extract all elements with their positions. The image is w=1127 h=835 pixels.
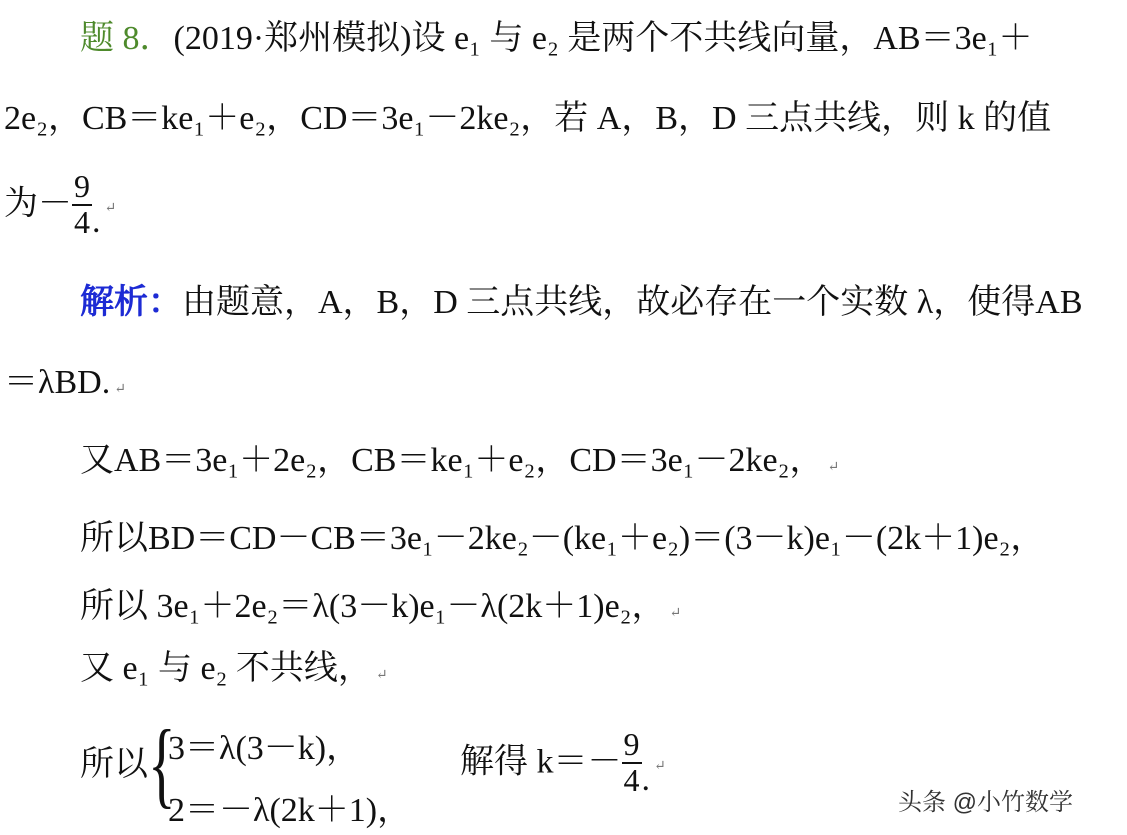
- solution-line-5: [80, 590, 681, 624]
- solution-line-4: [80, 522, 1044, 556]
- solution-line-7-prefix: [80, 748, 148, 782]
- fraction-denominator: 4: [623, 761, 640, 798]
- solution-text-4: 所以BD＝CD－CB＝3e₁－2ke₂－(ke₁＋e₂)＝(3－k)e₁－(2k＋1)e₂，: [80, 520, 1045, 557]
- problem-line-1: [80, 22, 1033, 56]
- paragraph-mark: ↵: [375, 668, 388, 683]
- paragraph-mark: ↵: [654, 759, 666, 775]
- problem-answer-suffix: .: [92, 203, 101, 241]
- problem-answer-prefix: 为－: [4, 185, 72, 223]
- left-brace: {: [148, 710, 176, 817]
- paragraph-mark: ↵: [104, 201, 117, 217]
- solution-text-3: 又AB＝3e₁＋2e₂，CB＝ke₁＋e₂，CD＝3e₁－2ke₂，: [80, 442, 824, 479]
- result-prefix: 解得 k＝－: [460, 743, 622, 781]
- system-prefix: 所以: [80, 746, 148, 783]
- system-row-2: 2＝－λ(2k＋1)，: [168, 792, 412, 829]
- system-row-1: 3＝λ(3－k)，: [168, 730, 361, 767]
- fraction-numerator: 9: [74, 168, 90, 204]
- watermark: 头条 @小竹数学: [898, 789, 1074, 816]
- problem-text-2: 2e₂，CB＝ke₁＋e₂，CD＝3e₁－2ke₂，若 A，B，D 三点共线，则 k 的值: [4, 100, 1052, 137]
- solution-line-6: [80, 652, 388, 686]
- solution-text-1: 由题意，A，B，D 三点共线，故必存在一个实数 λ，使得AB: [182, 284, 1083, 321]
- result-fraction: [622, 728, 642, 797]
- solution-text-5: 所以 3e₁＋2e₂＝λ(3－k)e₁－λ(2k＋1)e₂，: [80, 588, 666, 625]
- solution-line-1: [80, 286, 1083, 320]
- problem-text-1: (2019·郑州模拟)设 e₁ 与 e₂ 是两个不共线向量，AB＝3e₁＋: [173, 20, 1033, 57]
- result-suffix: .: [641, 761, 650, 799]
- fraction-numerator: 9: [623, 726, 640, 762]
- problem-line-3: [4, 170, 116, 239]
- solution-text-6: 又 e₁ 与 e₂ 不共线，: [80, 650, 372, 687]
- paragraph-mark: ↵: [669, 606, 682, 621]
- solution-label: 解析：: [80, 284, 182, 321]
- paragraph-mark: ↵: [827, 460, 840, 475]
- fraction-denominator: 4: [74, 203, 90, 240]
- solution-line-3: [80, 444, 839, 478]
- solution-line-2: [4, 366, 126, 400]
- solution-text-2: ＝λBD.: [4, 364, 111, 401]
- problem-label: 题 8．: [80, 20, 174, 57]
- result: [460, 728, 666, 797]
- problem-answer-fraction: [72, 170, 92, 239]
- paragraph-mark: ↵: [114, 382, 126, 397]
- problem-line-2: [4, 102, 1051, 136]
